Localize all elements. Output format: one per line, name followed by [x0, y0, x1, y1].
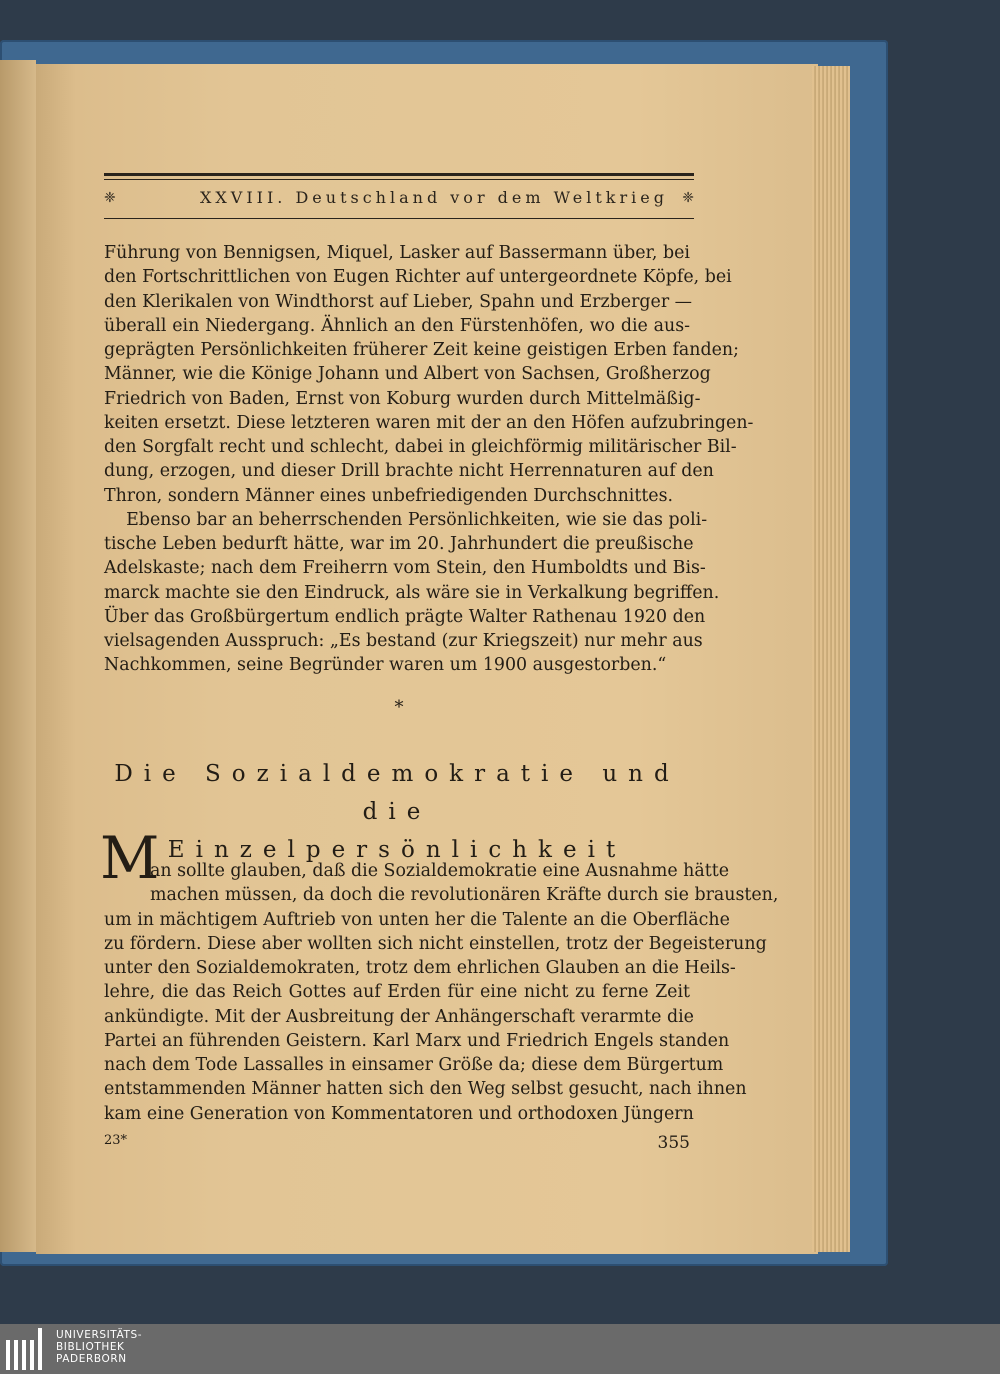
library-logo-icon [6, 1328, 50, 1370]
text-line: an sollte glauben, daß die Sozialdemokratie eine Ausnahme hätte [150, 861, 730, 881]
text-line: ankündigte. Mit der Ausbreitung der Anhängerschaft verarmte die [104, 1006, 694, 1027]
header-rule-top-thin [104, 179, 694, 180]
text-line: Führung von Bennigsen, Miquel, Lasker auf Bassermann über, bei [104, 243, 690, 263]
header-rule-top [104, 173, 694, 176]
text-line: Ebenso bar an beherrschenden Persönlichkeiten, wie sie das poli- [104, 509, 708, 530]
page-number: 355 [657, 1133, 690, 1153]
section-asterism: * [394, 697, 404, 718]
text-line: keiten ersetzt. Diese letzteren waren mit der an den Höfen aufzubringen- [104, 412, 754, 433]
text-line: Partei an führenden Geistern. Karl Marx und Friedrich Engels standen [104, 1030, 730, 1051]
text-line: kam eine Generation von Kommentatoren und orthodoxen Jüngern [104, 1103, 694, 1124]
text-line: Friedrich von Baden, Ernst von Koburg wurden durch Mittelmäßig- [104, 388, 701, 409]
header-rule-bottom [104, 218, 694, 219]
text-line: nach dem Tode Lassalles in einsamer Größe da; diese dem Bürgertum [104, 1055, 724, 1075]
text-line: lehre, die das Reich Gottes auf Erden für eine nicht zu ferne Zeit [104, 982, 690, 1003]
running-head [104, 184, 694, 214]
paragraph-1 [104, 241, 754, 678]
left-page-edge [0, 60, 36, 1252]
library-name-line-3: PADERBORN [56, 1353, 127, 1365]
library-name-line-2: BIBLIOTHEK [56, 1341, 125, 1353]
text-line: den Sorgfalt recht und schlecht, dabei in gleichförmig militärischer Bil- [104, 437, 737, 457]
text-line: Nachkommen, seine Begründer waren um 1900 ausgestorben.“ [104, 655, 667, 676]
text-line: dung, erzogen, und dieser Drill brachte nicht Herrennaturen auf den [104, 461, 714, 482]
ornament-right-icon: ❈ [682, 190, 694, 206]
text-line: geprägten Persönlichkeiten früherer Zeit keine geistigen Erben fanden; [104, 340, 739, 360]
text-line: um in mächtigem Auftrieb von unten her die Talente an die Oberfläche [104, 909, 730, 930]
library-name [56, 1329, 142, 1365]
running-head-title: XXVIII. Deutschland vor dem Weltkrieg [200, 188, 668, 207]
text-line: den Klerikalen von Windthorst auf Lieber, Spahn und Erzberger — [104, 291, 693, 312]
ornament-left-icon: ❈ [104, 190, 116, 206]
text-line: Männer, wie die Könige Johann und Albert von Sachsen, Großherzog [104, 364, 711, 385]
library-footer-bar [0, 1324, 1000, 1374]
text-line: Adelskaste; nach dem Freiherrn vom Stein, den Humboldts und Bis- [104, 558, 706, 579]
text-line: zu fördern. Diese aber wollten sich nicht einstellen, trotz der Begeisterung [104, 933, 767, 954]
page-fore-edge [812, 66, 850, 1252]
section-heading [100, 755, 694, 869]
text-line: machen müssen, da doch die revolutionären Kräfte durch sie brausten, [150, 885, 779, 906]
text-line: überall ein Niedergang. Ähnlich an den Fürstenhöfen, wo die aus- [104, 315, 690, 336]
section-heading-line-1: Die Sozialdemokratie und die [114, 761, 680, 825]
printer-signature: 23* [104, 1133, 128, 1148]
text-line: tische Leben bedurft hätte, war im 20. Jahrhundert die preußische [104, 534, 694, 554]
text-line: entstammenden Männer hatten sich den Weg selbst gesucht, nach ihnen [104, 1079, 747, 1100]
text-line: den Fortschrittlichen von Eugen Richter auf untergeordnete Köpfe, bei [104, 267, 732, 288]
section-heading-line-2: Einzelpersönlichkeit [167, 837, 627, 863]
text-line: Thron, sondern Männer eines unbefriedigenden Durchschnittes. [104, 485, 674, 506]
text-line: Über das Großbürgertum endlich prägte Walter Rathenau 1920 den [104, 606, 706, 627]
library-name-line-1: UNIVERSITÄTS- [56, 1329, 143, 1341]
drop-cap: M [100, 824, 160, 892]
text-line: marck machte sie den Eindruck, als wäre sie in Verkalkung begriffen. [104, 582, 720, 603]
text-line: vielsagenden Ausspruch: „Es bestand (zur Kriegszeit) nur mehr aus [104, 631, 703, 651]
paragraph-2 [104, 859, 779, 1126]
text-line: unter den Sozialdemokraten, trotz dem ehrlichen Glauben an die Heils- [104, 958, 736, 978]
